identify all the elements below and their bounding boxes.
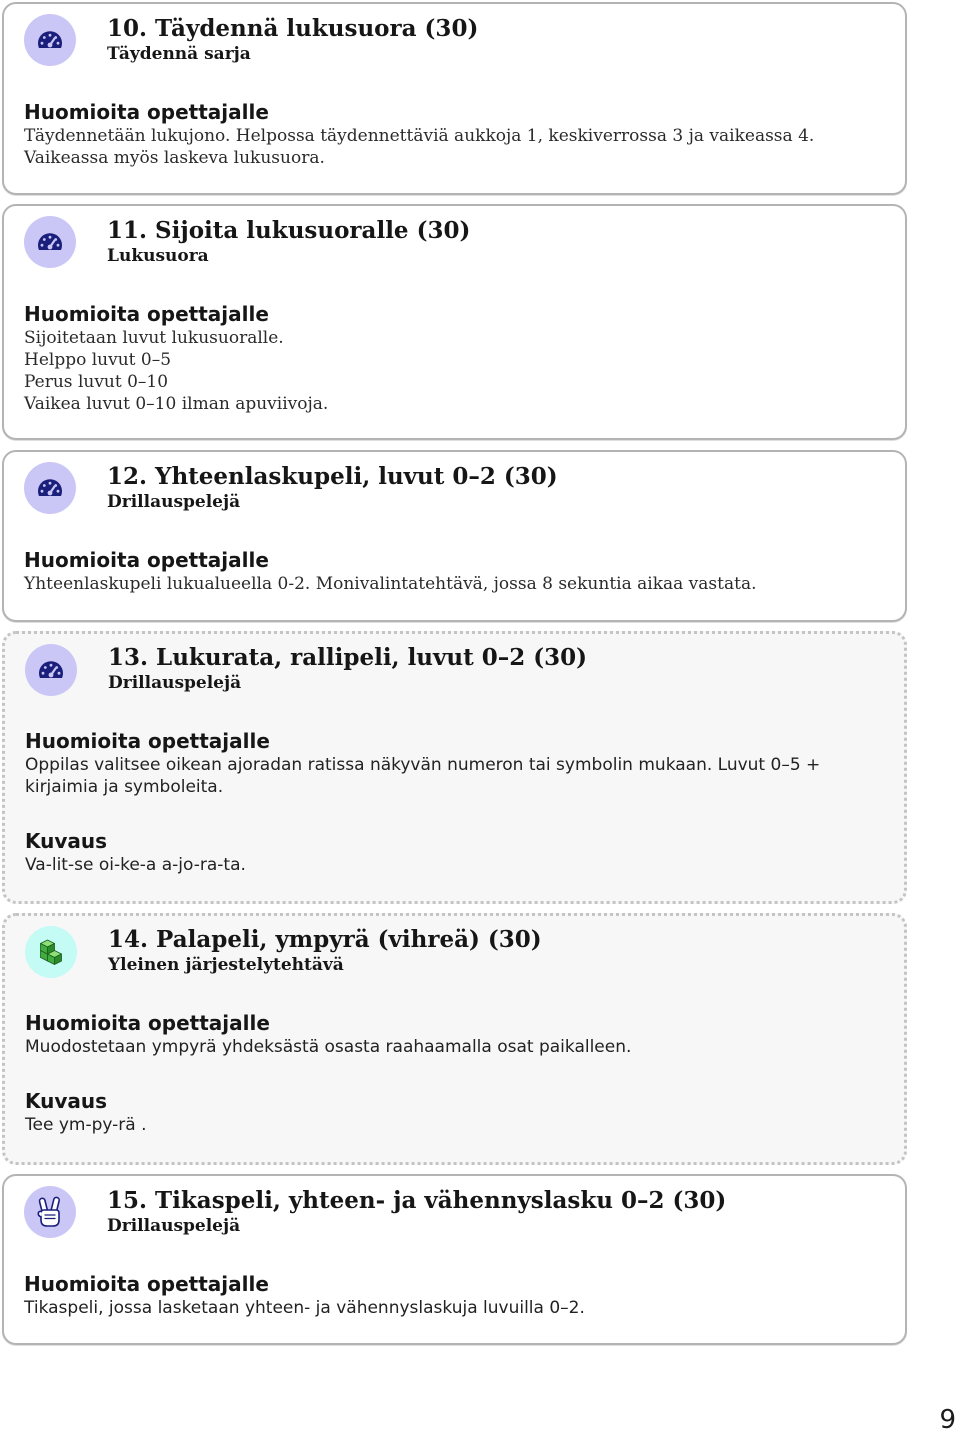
speedometer-icon: [25, 644, 77, 696]
cubes-icon: [25, 926, 77, 978]
teacher-notes-heading: Huomioita opettajalle: [25, 1011, 270, 1035]
teacher-notes: [25, 754, 884, 798]
speedometer-icon: [24, 462, 76, 514]
activity-title: 10. Täydennä lukusuora (30): [107, 15, 479, 42]
teacher-notes: [25, 1036, 884, 1058]
teacher-notes-line: Perus luvut 0–10: [24, 372, 169, 392]
teacher-notes-line: Vaikea luvut 0–10 ilman apuviivoja.: [24, 394, 329, 414]
teacher-notes: [24, 125, 885, 169]
activity-card: [2, 631, 907, 904]
activity-title: 13. Lukurata, rallipeli, luvut 0–2 (30): [108, 644, 588, 671]
activity-category: Drillauspelejä: [108, 673, 242, 693]
teacher-notes-heading: Huomioita opettajalle: [24, 302, 269, 326]
teacher-notes-line: Sijoitetaan luvut lukusuoralle.: [24, 328, 284, 348]
teacher-notes-line: Muodostetaan ympyrä yhdeksästä osasta raahaamalla osat paikalleen.: [25, 1037, 632, 1057]
teacher-notes-heading: Huomioita opettajalle: [24, 100, 269, 124]
activity-title: 14. Palapeli, ympyrä (vihreä) (30): [108, 926, 542, 953]
teacher-notes-line: kirjaimia ja symboleita.: [25, 777, 224, 797]
teacher-notes-line: Tikaspeli, jossa lasketaan yhteen- ja vähennyslaskuja luvuilla 0–2.: [24, 1298, 585, 1318]
activity-category: Drillauspelejä: [107, 1216, 241, 1236]
teacher-notes: [24, 573, 885, 595]
activity-card: [2, 2, 907, 195]
teacher-notes-line: Vaikeassa myös laskeva lukusuora.: [24, 148, 325, 168]
page-number: 9: [939, 1405, 956, 1435]
speedometer-icon: [24, 216, 76, 268]
description-text: Tee ym-py-rä .: [25, 1115, 147, 1135]
teacher-notes-heading: Huomioita opettajalle: [24, 1272, 269, 1296]
activity-title: 15. Tikaspeli, yhteen- ja vähennyslasku 0–2 (30): [107, 1187, 727, 1214]
activity-category: Lukusuora: [107, 246, 209, 266]
description-text: Va-lit-se oi-ke-a a-jo-ra-ta.: [25, 855, 246, 875]
activity-card: [2, 450, 907, 622]
activity-title: 11. Sijoita lukusuoralle (30): [107, 217, 471, 244]
activity-category: Drillauspelejä: [107, 492, 241, 512]
activity-card: [2, 913, 907, 1165]
teacher-notes-heading: Huomioita opettajalle: [24, 548, 269, 572]
description-heading: Kuvaus: [25, 1089, 108, 1113]
teacher-notes-line: Oppilas valitsee oikean ajoradan ratissa näkyvän numeron tai symbolin mukaan. Luvut 0–5 +: [25, 755, 821, 775]
teacher-notes: [24, 1297, 885, 1319]
teacher-notes: [24, 327, 885, 415]
activity-card: [2, 1174, 907, 1345]
activity-title: 12. Yhteenlaskupeli, luvut 0–2 (30): [107, 463, 558, 490]
teacher-notes-line: Yhteenlaskupeli lukualueella 0-2. Monivalintatehtävä, jossa 8 sekuntia aikaa vastata.: [24, 574, 757, 594]
speedometer-icon: [24, 14, 76, 66]
teacher-notes-line: Täydennetään lukujono. Helpossa täydennettäviä aukkoja 1, keskiverrossa 3 ja vaikeassa 4.: [24, 126, 815, 146]
peace-hand-icon: [24, 1186, 76, 1238]
activity-category: Täydennä sarja: [107, 44, 251, 64]
activity-category: Yleinen järjestelytehtävä: [108, 955, 344, 975]
activity-card: [2, 204, 907, 440]
teacher-notes-line: Helppo luvut 0–5: [24, 350, 172, 370]
teacher-notes-heading: Huomioita opettajalle: [25, 729, 270, 753]
description-heading: Kuvaus: [25, 829, 108, 853]
